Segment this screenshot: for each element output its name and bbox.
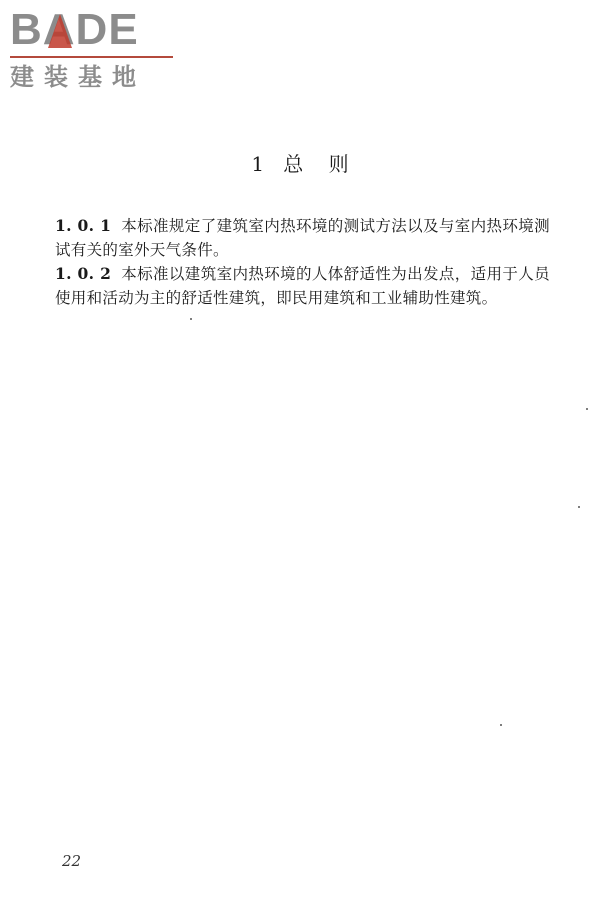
clause-1-0-2: [55, 262, 550, 310]
scan-speck: [586, 408, 588, 410]
chapter-number: 1: [251, 152, 265, 176]
scan-speck: [578, 506, 580, 508]
clause-number: 1. 0. 2: [55, 264, 112, 283]
bade-logo: [10, 5, 175, 91]
logo-rule: [10, 56, 173, 58]
clause-text: 本标准规定了建筑室内热环境的测试方法以及与室内热环境测试有关的室外天气条件。: [55, 217, 550, 259]
scan-speck: [500, 724, 502, 726]
logo-subtitle: 建装基地: [10, 63, 146, 91]
clause-number: 1. 0. 1: [55, 216, 112, 235]
chapter-title: 总 则: [283, 152, 349, 176]
page-number: 22: [62, 852, 82, 870]
clause-text: 本标准以建筑室内热环境的人体舒适性为出发点，适用于人员使用和活动为主的舒适性建筑，即民用建筑和工业辅助性建筑。: [55, 265, 550, 307]
logo-accent-triangle: [48, 14, 72, 48]
chapter-heading: [0, 150, 600, 178]
scan-speck: [190, 318, 192, 320]
clause-1-0-1: [55, 214, 550, 262]
logo-wordmark: BADE: [10, 5, 139, 54]
